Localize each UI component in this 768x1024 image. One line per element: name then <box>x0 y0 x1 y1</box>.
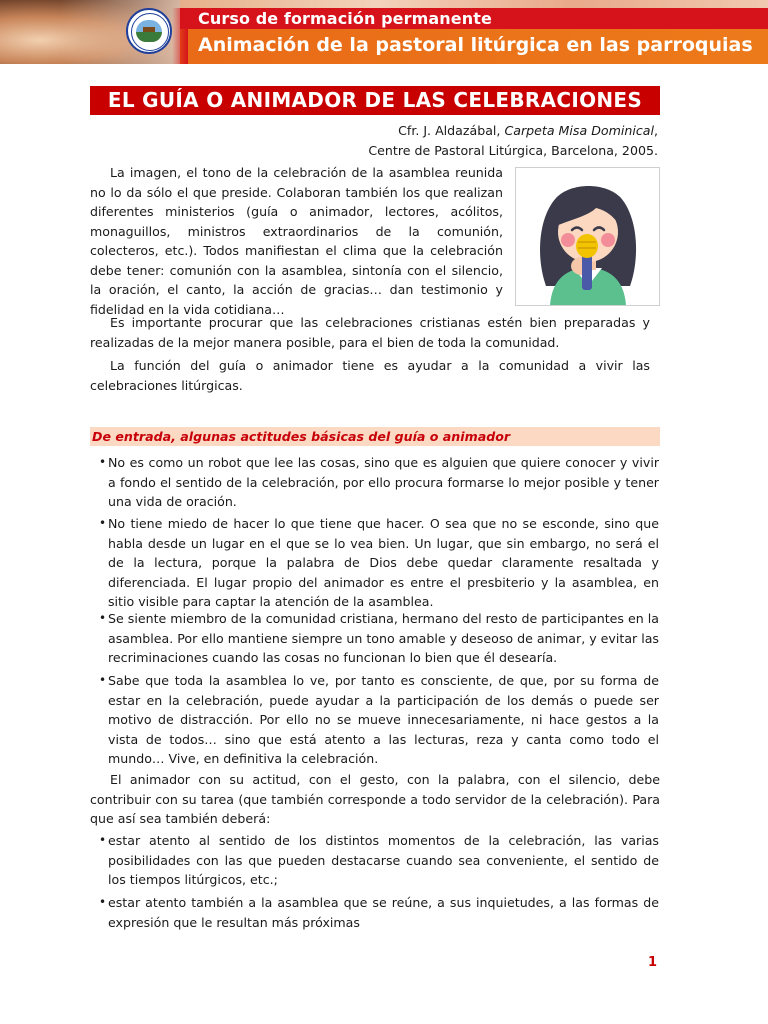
list-item <box>99 893 659 932</box>
bullet-icon: • <box>99 455 107 469</box>
institution-logo-icon <box>126 8 172 54</box>
paragraph-3 <box>90 356 650 395</box>
paragraph-3-text: La función del guía o animador tiene es ayudar a la comunidad a vivir las celebraciones litúrgicas. <box>90 358 650 393</box>
list-item-text: No es como un robot que lee las cosas, sino que es alguien que quiere conocer y vivir a fondo el sentido de la celebración, por ello procura formarse lo mejor posible y tener una vida de oración. <box>108 455 659 509</box>
bullet-icon: • <box>99 611 107 625</box>
list-item <box>99 831 659 890</box>
paragraph-2-text: Es importante procurar que las celebraciones cristianas estén bien preparadas y realizadas de la mejor manera posible, para el bien de toda la comunidad. <box>90 315 650 350</box>
animator-illustration <box>515 167 660 306</box>
bullet-icon: • <box>99 895 107 909</box>
list-item-text: Sabe que toda la asamblea lo ve, por tanto es consciente, de que, por su forma de estar en la celebración, puede ayudar a la participación de los demás o puede ser motivo de distracción. Por ello no se mueve innecesariamente, ni hace gestos a la vista de todos… sino que está atento a las lecturas, reza y canta como todo el mundo… Vive, en definitiva la celebración. <box>108 673 659 766</box>
citation-line-2: Centre de Pastoral Litúrgica, Barcelona, 2005. <box>368 142 658 158</box>
citation-line-1 <box>368 121 658 141</box>
list-item <box>99 671 659 769</box>
logo-boat <box>143 27 155 32</box>
bullet-icon: • <box>99 673 107 687</box>
list-item <box>99 609 659 668</box>
list-item-text: Se siente miembro de la comunidad cristiana, hermano del resto de participantes en la asamblea. Por ello mantiene siempre un tono amable y deseoso de animar, y evitar las recriminaciones cuando las cosas no funcionan lo bien que él desearía. <box>108 611 659 665</box>
page-title: EL GUÍA O ANIMADOR DE LAS CELEBRACIONES <box>90 86 660 115</box>
intro-paragraph <box>90 163 503 319</box>
citation <box>368 121 658 160</box>
bullet-icon: • <box>99 833 107 847</box>
page-number: 1 <box>648 955 658 970</box>
header-banner <box>0 0 768 64</box>
paragraph-4 <box>90 770 660 829</box>
list-item <box>99 453 659 512</box>
course-subtitle: Animación de la pastoral litúrgica en las parroquias <box>198 34 753 56</box>
header-top-strip <box>180 0 768 8</box>
list-item <box>99 514 659 612</box>
header-band-edge <box>172 8 188 64</box>
course-title: Curso de formación permanente <box>198 9 492 28</box>
list-item-text: estar atento al sentido de los distintos momentos de la celebración, las varias posibilidades con las que pueden destacarse cuando sea conveniente, el sentido de los tiempos litúrgicos, etc.; <box>108 833 659 887</box>
paragraph-4-text: El animador con su actitud, con el gesto, con la palabra, con el silencio, debe contribuir con su tarea (que también corresponde a todo servidor de la celebración). Para que así sea también deberá: <box>90 772 660 826</box>
section-heading: De entrada, algunas actitudes básicas del guía o animador <box>90 427 660 446</box>
list-item-text: estar atento también a la asamblea que se reúne, a sus inquietudes, a las formas de expresión que le resultan más próximas <box>108 895 659 930</box>
citation-author: Cfr. J. Aldazábal, <box>398 123 505 138</box>
bullet-icon: • <box>99 516 107 530</box>
intro-text: La imagen, el tono de la celebración de la asamblea reunida no lo da sólo el que preside. Colaboran también los que realizan diferentes ministerios (guía o animador, lectores, acólitos, monaguillos, ministros extraordinarios de la comunión, colecteros, etc.). Todos manifiestan el clima que la celebración debe tener: comunión con la asamblea, sintonía con el silencio, la oración, el canto, la acción de gracias… dan testimonio y fidelidad en la vida cotidiana… <box>90 165 503 317</box>
list-item-text: No tiene miedo de hacer lo que tiene que hacer. O sea que no se esconde, sino que habla desde un lugar en el que se lo vea bien. Un lugar, que sin embargo, no será el de la lectura, porque la palabra de Dios debe quedar claramente resaltada y diferenciada. El lugar propio del animador es entre el presbiterio y la asamblea, en sitio visible para captar la atención de la asamblea. <box>108 516 659 609</box>
citation-comma: , <box>653 123 658 138</box>
citation-work: Carpeta Misa Dominical <box>504 123 654 138</box>
girl-with-microphone-icon <box>516 168 659 305</box>
paragraph-2 <box>90 313 650 352</box>
